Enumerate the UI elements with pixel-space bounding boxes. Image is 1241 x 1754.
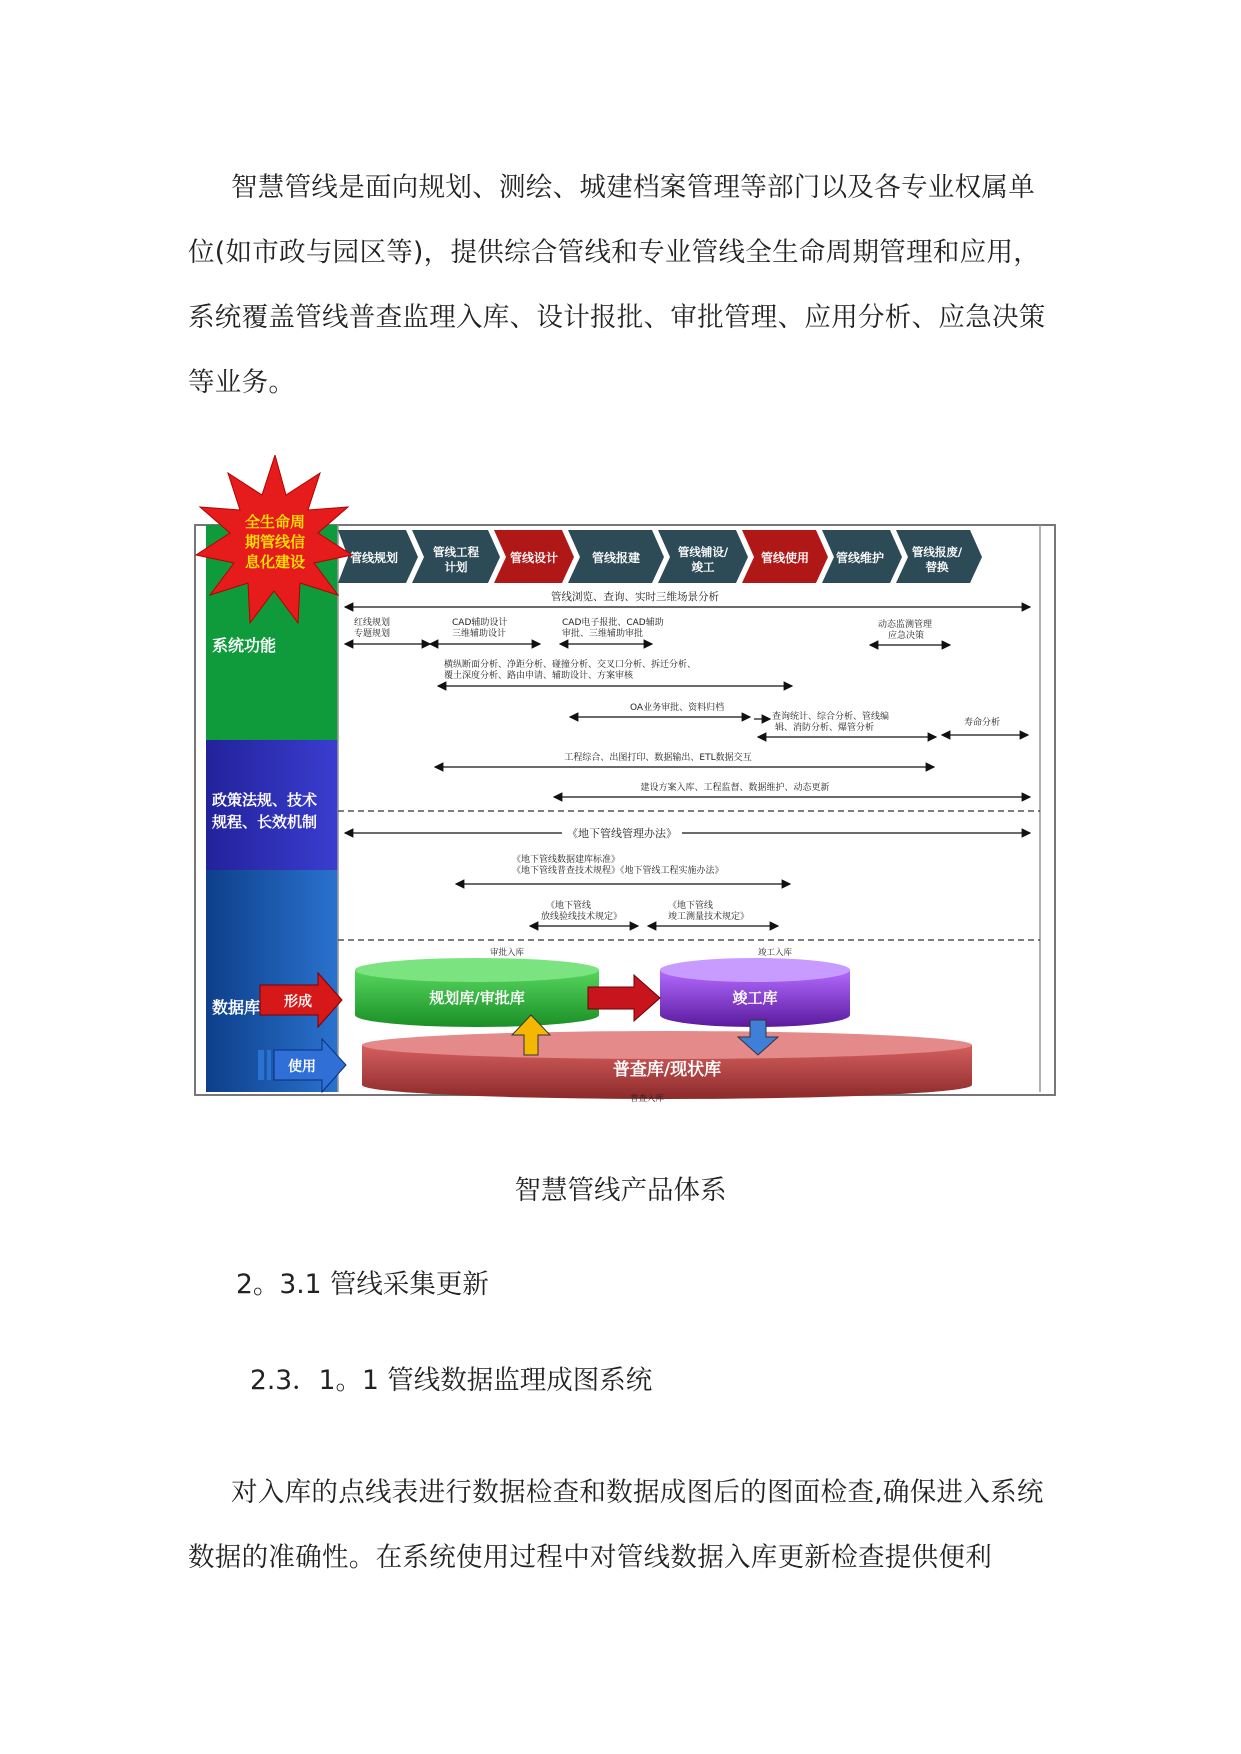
svg-text:应急决策: 应急决策	[888, 631, 925, 641]
complete-db-label: 竣工库	[732, 989, 778, 1007]
svg-text:《地下管线数据建库标准》: 《地下管线数据建库标准》	[512, 855, 621, 865]
svg-text:OA业务审批、资料归档: OA业务审批、资料归档	[630, 703, 725, 713]
svg-text:息化建设: 息化建设	[244, 553, 306, 571]
svg-text:辑、消防分析、爆管分析: 辑、消防分析、爆管分析	[775, 723, 875, 733]
intro-paragraph: 智慧管线是面向规划、测绘、城建档案管理等部门以及各专业权属单位(如市政与园区等)，提供综合管线和专业管线全生命周期管理和应用，系统覆盖管线普查监理入库、设计报批、审批管理、应用分析、应急决策等业务。	[188, 172, 1046, 398]
form-label: 形成	[284, 994, 312, 1010]
body-paragraph: 对入库的点线表进行数据检查和数据成图后的图面检查,确保进入系统数据的准确性。在系统使用过程中对管线数据入库更新检查提供便利	[188, 1477, 1044, 1573]
stage-label: 管线铺设/	[677, 545, 729, 559]
survey-db-label: 普查库/现状库	[612, 1060, 722, 1080]
use-label: 使用	[288, 1059, 316, 1075]
svg-text:动态监测管理: 动态监测管理	[878, 620, 933, 630]
svg-text:《地下管线管理办法》: 《地下管线管理办法》	[567, 827, 677, 840]
survey-in-label: 普查入库	[630, 1094, 665, 1104]
functions-label: 系统功能	[212, 636, 277, 655]
svg-text:覆土深度分析、路由申请、辅助设计、方案审核: 覆土深度分析、路由申请、辅助设计、方案审核	[444, 671, 634, 681]
svg-text:专题规划: 专题规划	[354, 629, 391, 639]
row-label: 管线浏览、查询、实时三维场景分析	[551, 591, 719, 603]
svg-text:《地下管线普查技术规程》《地下管线工程实施办法》: 《地下管线普查技术规程》《地下管线工程实施办法》	[512, 866, 724, 876]
section-heading: 2。3.1 管线采集更新	[236, 1269, 489, 1300]
stage-label: 计划	[444, 560, 468, 574]
svg-text:竣工测量技术规定》: 竣工测量技术规定》	[668, 912, 750, 922]
svg-text:红线规划: 红线规划	[354, 618, 391, 628]
plan-db-label: 规划库/审批库	[429, 989, 525, 1007]
policy-label-2: 规程、长效机制	[212, 813, 318, 831]
svg-text:横纵断面分析、净距分析、碰撞分析、交叉口分析、拆迁分析、: 横纵断面分析、净距分析、碰撞分析、交叉口分析、拆迁分析、	[444, 660, 697, 670]
stage-label: 管线工程	[433, 545, 479, 559]
stage-label: 竣工	[691, 560, 715, 574]
stage-label: 管线维护	[835, 551, 885, 565]
subsection-heading: 2.3．1。1 管线数据监理成图系统	[250, 1365, 653, 1396]
svg-text:《地下管线: 《地下管线	[546, 901, 592, 911]
svg-text:工程综合、出图打印、数据输出、ETL数据交互: 工程综合、出图打印、数据输出、ETL数据交互	[564, 753, 752, 763]
svg-text:建设方案入库、工程监督、数据维护、动态更新: 建设方案入库、工程监督、数据维护、动态更新	[640, 783, 830, 793]
svg-text:放线验线技术规定》: 放线验线技术规定》	[541, 912, 623, 922]
stage-label: 替换	[925, 560, 949, 574]
svg-text:三维辅助设计: 三维辅助设计	[452, 629, 507, 639]
svg-text:《地下管线: 《地下管线	[668, 901, 714, 911]
svg-text:全生命周: 全生命周	[244, 513, 306, 531]
product-system-diagram	[190, 455, 1065, 1105]
stage-label: 管线设计	[509, 551, 559, 565]
database-label: 数据库	[212, 998, 261, 1017]
policy-label-1: 政策法规、技术	[212, 791, 318, 809]
svg-text:查询统计、综合分析、管线编: 查询统计、综合分析、管线编	[772, 712, 890, 722]
svg-text:CAD辅助设计: CAD辅助设计	[452, 618, 508, 628]
svg-text:寿命分析: 寿命分析	[964, 718, 1001, 728]
svg-text:期管线信: 期管线信	[244, 533, 306, 551]
complete-in-label: 竣工入库	[758, 948, 793, 958]
figure-caption: 智慧管线产品体系	[514, 1175, 727, 1206]
stage-label: 管线使用	[760, 551, 810, 565]
approve-in-label: 审批入库	[490, 948, 525, 958]
svg-text:审批、三维辅助审批: 审批、三维辅助审批	[562, 629, 644, 639]
svg-text:CAD电子报批、CAD辅助: CAD电子报批、CAD辅助	[562, 618, 664, 628]
stage-label: 管线规划	[349, 551, 399, 565]
stage-label: 管线报建	[591, 551, 641, 565]
stage-label: 管线报废/	[911, 545, 963, 559]
